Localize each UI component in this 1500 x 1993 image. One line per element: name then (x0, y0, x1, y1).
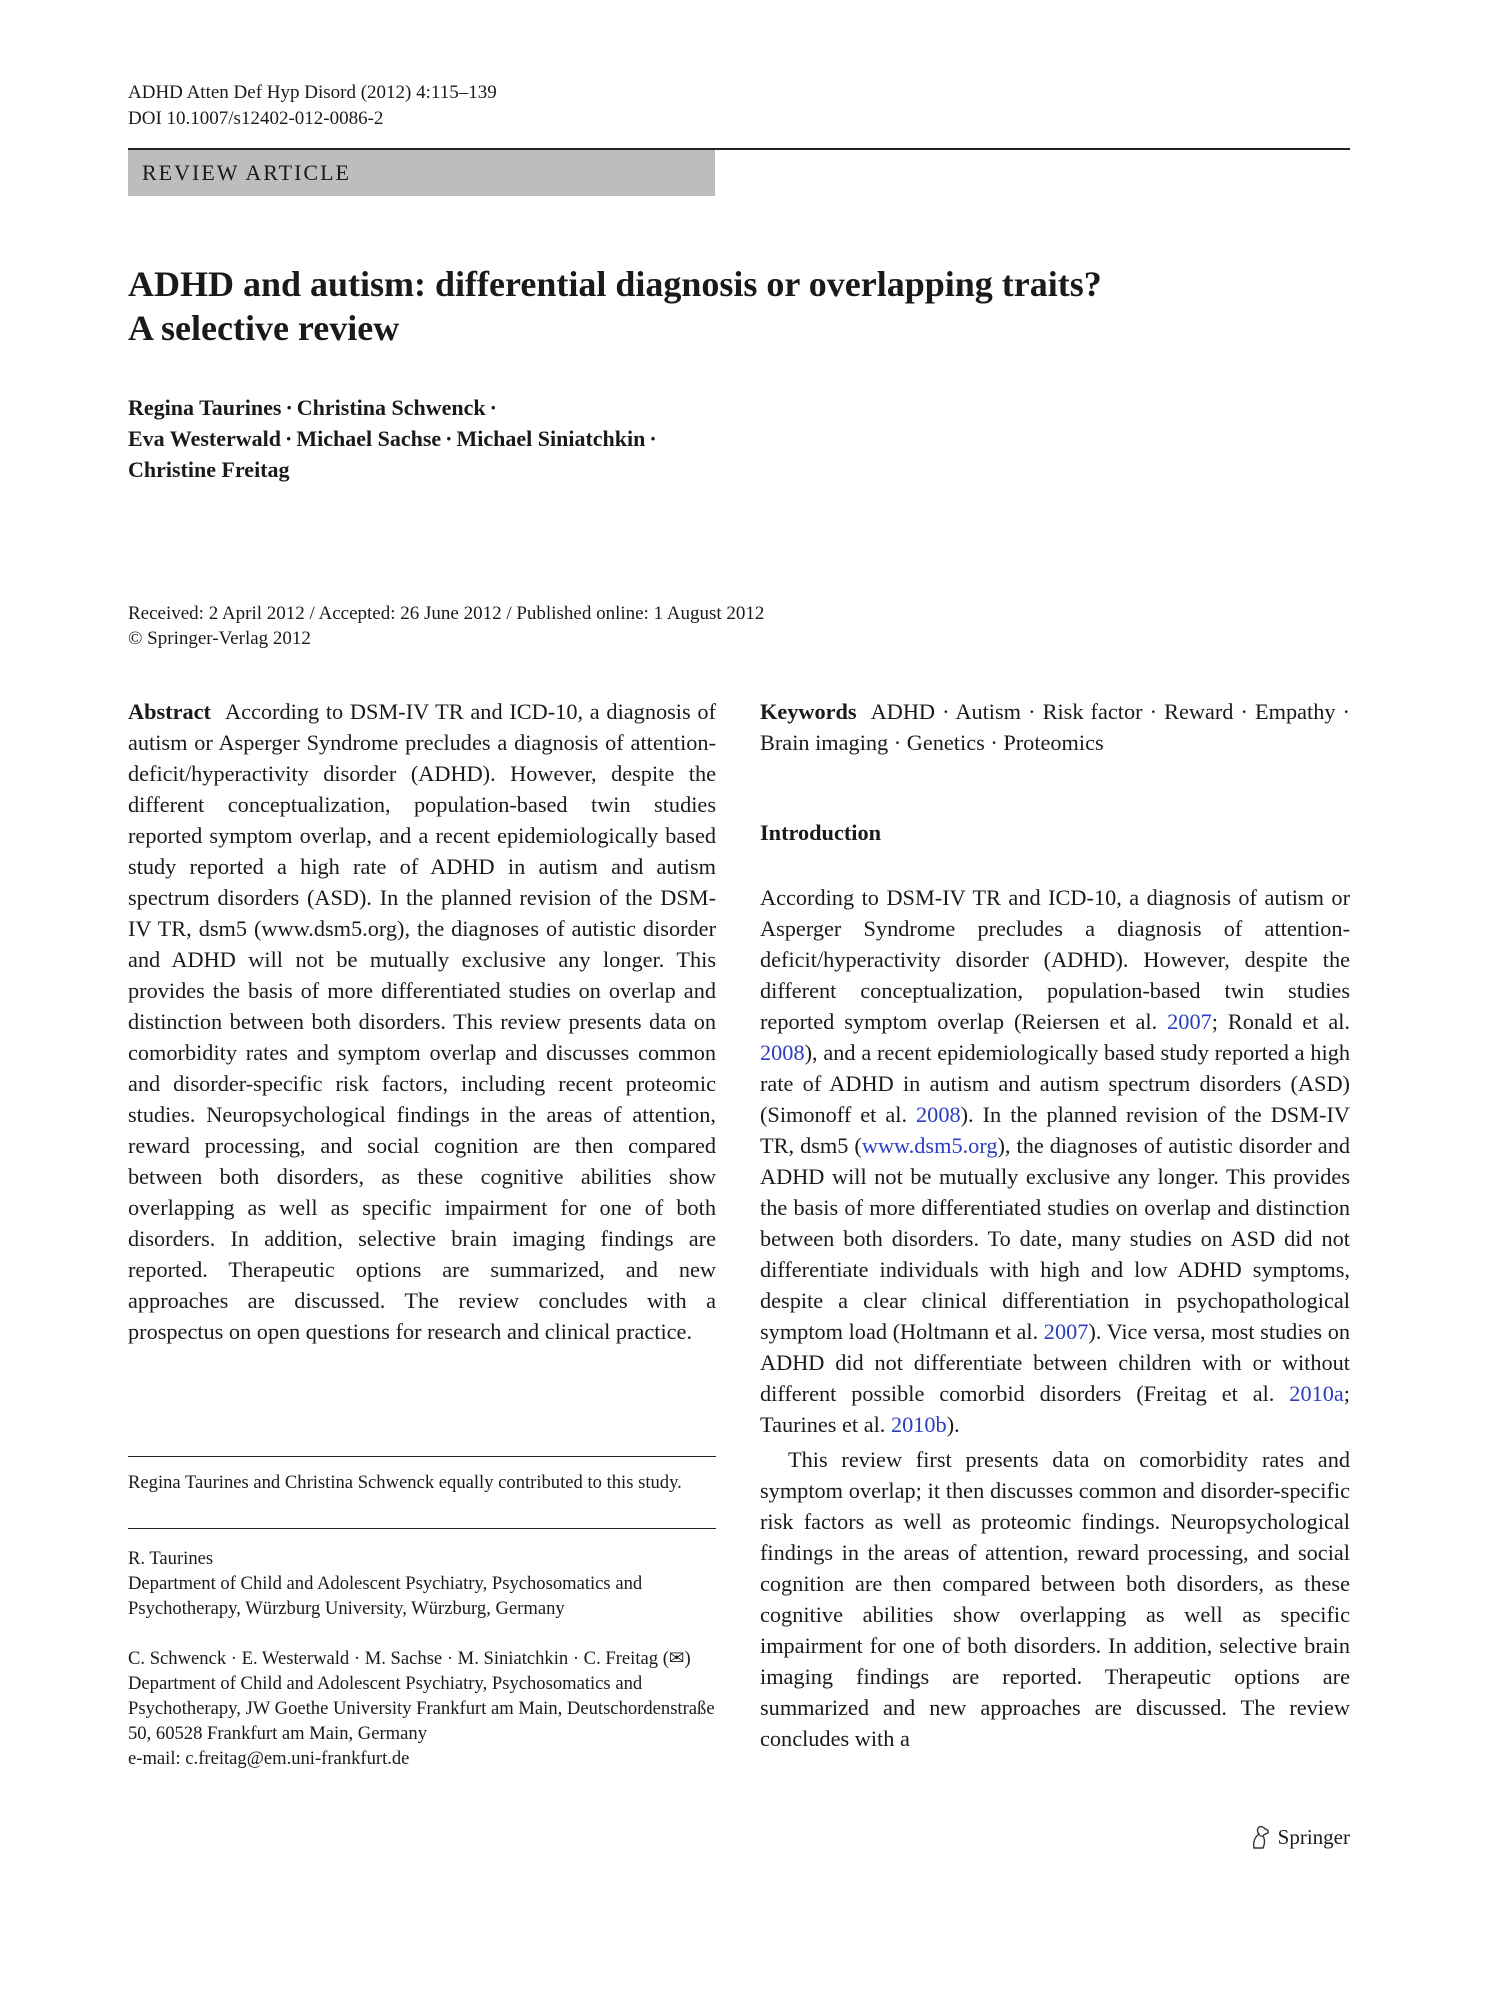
author-name: Christine Freitag (128, 457, 290, 482)
citation-link[interactable]: 2008 (916, 1102, 961, 1127)
title-line-2: A selective review (128, 308, 400, 348)
intro-text: ), the diagnoses of autistic disorder and ADHD will not be mutually exclusive any longer. This provides the basis of more differentiated studies on overlap and distinction between both disorders. To date, many studies on ASD did not differentiate individuals with high and low ADHD symptoms, despite a clear clinical differentiation in psychopathological symptom load (Holtmann et al. (760, 1133, 1350, 1344)
keywords-label: Keywords (760, 699, 857, 724)
citation-link[interactable]: 2010a (1289, 1381, 1344, 1406)
title-line-1: ADHD and autism: differential diagnosis or overlapping traits? (128, 264, 1102, 304)
introduction-paragraph-2: This review first presents data on comorbidity rates and symptom overlap; it then discusses common and disorder-specific risk factors as well as proteomic findings. Neuropsychological findings in the areas of attention, reward processing, and social cognition are then compared between both disorders, as these cognitive abilities show overlapping as well as specific impairment for one of both disorders. In addition, selective brain imaging findings are reported. Therapeutic options are summarized and new approaches are discussed. The review concludes with a (760, 1447, 1350, 1751)
keywords-text: ADHD · Autism · Risk factor · Reward · Empathy · Brain imaging · Genetics · Proteomics (760, 699, 1350, 755)
keywords (760, 696, 1350, 758)
affiliation-2 (128, 1646, 716, 1771)
intro-text: ; Ronald et al. (1211, 1009, 1350, 1034)
publisher-mark (1250, 1824, 1350, 1850)
intro-text: ), and a recent epidemiologically based study reported a high rate of ADHD in autism and autism spectrum disorders (ASD) (Simonoff et al. (760, 1040, 1350, 1127)
abstract-label: Abstract (128, 699, 211, 724)
author-line-3 (128, 454, 661, 485)
author-name: Christina Schwenck (296, 395, 486, 420)
affiliation-1-dept: Department of Child and Adolescent Psychiatry, Psychosomatics and Psychotherapy, Würzburg University, Würzburg, Germany (128, 1573, 643, 1619)
journal-citation: ADHD Atten Def Hyp Disord (2012) 4:115–139 (128, 82, 497, 103)
affiliation-1-name: R. Taurines (128, 1548, 214, 1569)
springer-horse-icon (1250, 1824, 1272, 1850)
introduction-body (760, 882, 1350, 1754)
introduction-heading: Introduction (760, 820, 882, 845)
intro-text: According to DSM-IV TR and ICD-10, a diagnosis of autism or Asperger Syndrome precludes a diagnosis of attention-deficit/hyperactivity disorder (ADHD). However, despite the different conceptualization, population-based twin studies reported symptom overlap (Reiersen et al. (760, 885, 1350, 1034)
article-title (128, 262, 1328, 350)
intro-text: ). Vice versa, most studies on ADHD did not differentiate between children with or without different possible comorbid disorders (Freitag et al. (760, 1319, 1350, 1406)
affiliation-2-dept: Department of Child and Adolescent Psychiatry, Psychosomatics and Psychotherapy, JW Goethe University Frankfurt am Main, Deutschordenstraße 50, 60528 Frankfurt am Main, Germany (128, 1673, 715, 1744)
corresponding-email[interactable]: e-mail: c.freitag@em.uni-frankfurt.de (128, 1748, 410, 1769)
author-name: Regina Taurines (128, 395, 282, 420)
intro-text: ). (946, 1412, 960, 1437)
affiliation-2-names: C. Schwenck · E. Westerwald · M. Sachse · M. Siniatchkin · C. Freitag (✉) (128, 1648, 691, 1669)
copyright: © Springer-Verlag 2012 (128, 628, 311, 649)
author-name: Michael Sachse (296, 426, 442, 451)
abstract-text: According to DSM-IV TR and ICD-10, a diagnosis of autism or Asperger Syndrome precludes a diagnosis of attention-deficit/hyperactivity disorder (ADHD). However, despite the different conceptualization, population-based twin studies reported symptom overlap, and a recent epidemiologically based study reported a high rate of ADHD in autism and autism spectrum disorders (ASD). In the planned revision of the DSM-IV TR, dsm5 (www.dsm5.org), the diagnoses of autistic disorder and ADHD will not be mutually exclusive any longer. This provides the basis of more differentiated studies on overlap and distinction between both disorders. This review presents data on comorbidity rates and symptom overlap and discusses common and disorder-specific risk factors, including recent proteomic studies. Neuropsychological findings in the areas of attention, reward processing, and social cognition are then compared between both disorders, as these cognitive abilities show overlapping as well as specific impairment for one of both disorders. In addition, selective brain imaging findings are reported. Therapeutic options are summarized, and new approaches are discussed. The review concludes with a prospectus on open questions for research and clinical practice. (128, 699, 716, 1344)
contribution-note: Regina Taurines and Christina Schwenck equally contributed to this study. (128, 1472, 682, 1493)
history-dates: Received: 2 April 2012 / Accepted: 26 June 2012 / Published online: 1 August 2012 (128, 603, 765, 624)
intro-text: ). In the planned revision of the DSM-IV TR, dsm5 ( (760, 1102, 1350, 1158)
abstract (128, 696, 716, 1347)
footnote-rule (128, 1456, 716, 1457)
citation-link[interactable]: 2008 (760, 1040, 805, 1065)
citation-link[interactable]: 2010b (890, 1412, 947, 1437)
author-line-2: Eva Westerwald · Michael Sachse · Michael Siniatchkin · (128, 426, 657, 451)
article-type-band: REVIEW ARTICLE (128, 150, 715, 196)
citation-link[interactable]: 2007 (1167, 1009, 1212, 1034)
doi: DOI 10.1007/s12402-012-0086-2 (128, 108, 384, 129)
author-name: Eva Westerwald (128, 426, 281, 451)
citation-link[interactable]: 2007 (1043, 1319, 1089, 1344)
author-name: Michael Siniatchkin (456, 426, 646, 451)
intro-text: ; Taurines et al. (760, 1381, 1350, 1437)
introduction-paragraph-1 (760, 882, 1350, 1440)
affiliation-rule (128, 1528, 716, 1529)
publication-history (128, 601, 764, 651)
dsm5-link[interactable]: www.dsm5.org (861, 1133, 998, 1158)
author-line-1: Regina Taurines · Christina Schwenck · (128, 395, 497, 420)
author-list (128, 392, 661, 485)
publisher-name: Springer (1277, 1824, 1350, 1849)
affiliation-1 (128, 1546, 716, 1621)
